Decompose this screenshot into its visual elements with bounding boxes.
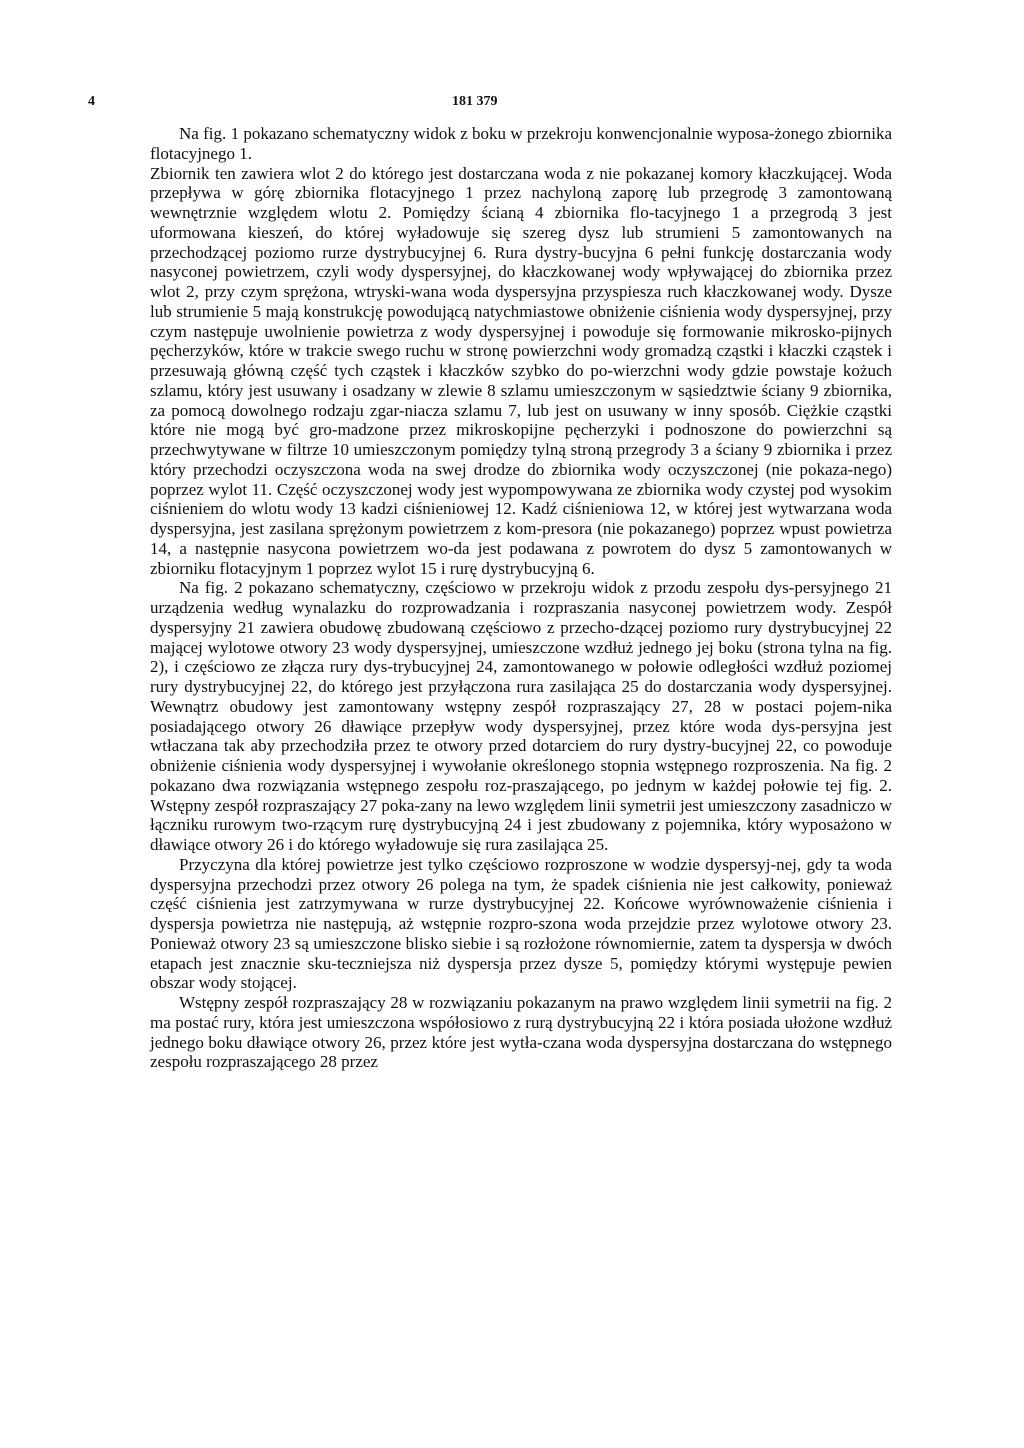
page-header [88,86,892,124]
paragraph-tank-description: Zbiornik ten zawiera wlot 2 do którego jest dostarczana woda z nie pokazanej komory kłaczkującej. Woda przepływa w górę zbiornika flotacyjnego 1 przez nachyloną zaporę lub przegrodę 3 zamontowaną wewnętrznie względem wlotu 2. Pomiędzy ścianą 4 zbiornika flo-tacyjnego 1 a przegrodą 3 jest uformowana kieszeń, do której wyładowuje się szereg dysz lub strumieni 5 zamontowanych na przechodzącej poziomo rurze dystrybucyjnej 6. Rura dystry-bucyjna 6 pełni funkcję dostarczania wody nasyconej powietrzem, czyli wody dyspersyjnej, do kłaczkowanej wody wpływającej do zbiornika przez wlot 2, przy czym sprężona, wtryski-wana woda dyspersyjna przyspiesza ruch kłaczkowanej wody. Dysze lub strumienie 5 mają konstrukcję powodującą natychmiastowe obniżenie ciśnienia wody dyspersyjnej, przy czym następuje uwolnienie powietrza z wody dyspersyjnej i powoduje się formowanie mikrosko-pijnych pęcherzyków, które w trakcie swego ruchu w stronę powierzchni wody gromadzą cząstki i kłaczki cząstek i przesuwają główną część tych cząstek i kłaczków szybko do po-wierzchni wody gdzie powstaje kożuch szlamu, który jest usuwany i osadzany w zlewie 8 szlamu umieszczonym w sąsiedztwie ściany 9 zbiornika, za pomocą dowolnego rodzaju zgar-niacza szlamu 7, lub jest on usuwany w inny sposób. Ciężkie cząstki które nie mogą być gro-madzone przez mikroskopijne pęcherzyki i podnoszone do powierzchni są przechwytywane w filtrze 10 umieszczonym pomiędzy tylną stroną przegrody 3 a ściany 9 zbiornika i przez który przechodzi oczyszczona woda na swej drodze do zbiornika wody oczyszczonej (nie pokaza-nego) poprzez wylot 11. Część oczyszczonej wody jest wypompowywana ze zbiornika wody czystej pod wysokim ciśnieniem do wlotu wody 13 kadzi ciśnieniowej 12. Kadź ciśnieniowa 12, w której jest wytwarzana woda dyspersyjna, jest zasilana sprężonym powietrzem z kom-presora (nie pokazanego) poprzez wpust powietrza 14, a następnie nasycona powietrzem wo-da jest podawana z powrotem do dysz 5 zamontowanych w zbiorniku flotacyjnym 1 poprzez wylot 15 i rurę dystrybucyjną 6. [150,163,892,578]
paragraph-fig2-description: Na fig. 2 pokazano schematyczny, częściowo w przekroju widok z przodu zespołu dys-persyjnego 21 urządzenia według wynalazku do rozprowadzania i rozpraszania nasyconej powietrzem wody. Zespół dyspersyjny 21 zawiera obudowę zbudowaną częściowo z przecho-dzącej poziomo rury dystrybucyjnej 22 mającej wylotowe otwory 23 wody dyspersyjnej, umieszczone wzdłuż jednego jej boku (strona tylna na fig. 2), i częściowo ze złącza rury dys-trybucyjnej 24, zamontowanego w połowie odległości wzdłuż poziomej rury dystrybucyjnej 22, do którego jest przyłączona rura zasilająca 25 do dostarczania wody dyspersyjnej. Wewnątrz obudowy jest zamontowany wstępny zespół rozpraszający 27, 28 w postaci pojem-nika posiadającego otwory 26 dławiące przepływ wody dyspersyjnej, przez które woda dys-persyjna jest wtłaczana tak aby przechodziła przez te otwory przed dotarciem do rury dystry-bucyjnej 22, co powoduje obniżenie ciśnienia wody dyspersyjnej i wywołanie określonego stopnia wstępnego rozproszenia. Na fig. 2 pokazano dwa rozwiązania wstępnego zespołu roz-praszającego, po jednym w każdej połowie tej fig. 2. Wstępny zespół rozpraszający 27 poka-zany na lewo względem linii symetrii jest umieszczony zasadniczo w łączniku rurowym two-rzącym rurę dystrybucyjną 24 i jest zbudowany z pojemnika, który wyposażono w dławiące otwory 26 i do którego wyładowuje się rura zasilająca 25. [150,578,892,854]
paragraph-predispersion-unit-28: Wstępny zespół rozpraszający 28 w rozwiązaniu pokazanym na prawo względem linii symetrii na fig. 2 ma postać rury, która jest umieszczona współosiowo z rurą dystrybucyjną 22 i która posiada ułożone wzdłuż jednego boku dławiące otwory 26, przez które jest wytła-czana woda dyspersyjna dostarczana do wstępnego zespołu rozpraszającego 28 przez [150,993,892,1072]
patent-number: 181 379 [452,94,498,109]
paragraph-partial-dispersion: Przyczyna dla której powietrze jest tylko częściowo rozproszone w wodzie dyspersyj-nej, gdy ta woda dyspersyjna przechodzi przez otwory 26 polega na tym, że spadek ciśnienia nie jest całkowity, ponieważ część ciśnienia jest zatrzymywana w rurze dystrybucyjnej 22. Końcowe wyrównoważenie ciśnienia i dyspersja powietrza nie następują, aż wstępnie rozpro-szona woda przejdzie przez wylotowe otwory 23. Ponieważ otwory 23 są umieszczone blisko siebie i są rozłożone równomiernie, zatem ta dyspersja w dwóch etapach jest znacznie sku-teczniejsza niż dyspersja przez dysze 5, pomiędzy którymi występuje pewien obszar wody stojącej. [150,854,892,993]
page-number: 4 [88,94,95,109]
document-page [88,86,892,1426]
paragraph-fig1-intro: Na fig. 1 pokazano schematyczny widok z boku w przekroju konwencjonalnie wyposa-żonego zbiornika flotacyjnego 1. [150,124,892,163]
document-body [150,124,892,1072]
